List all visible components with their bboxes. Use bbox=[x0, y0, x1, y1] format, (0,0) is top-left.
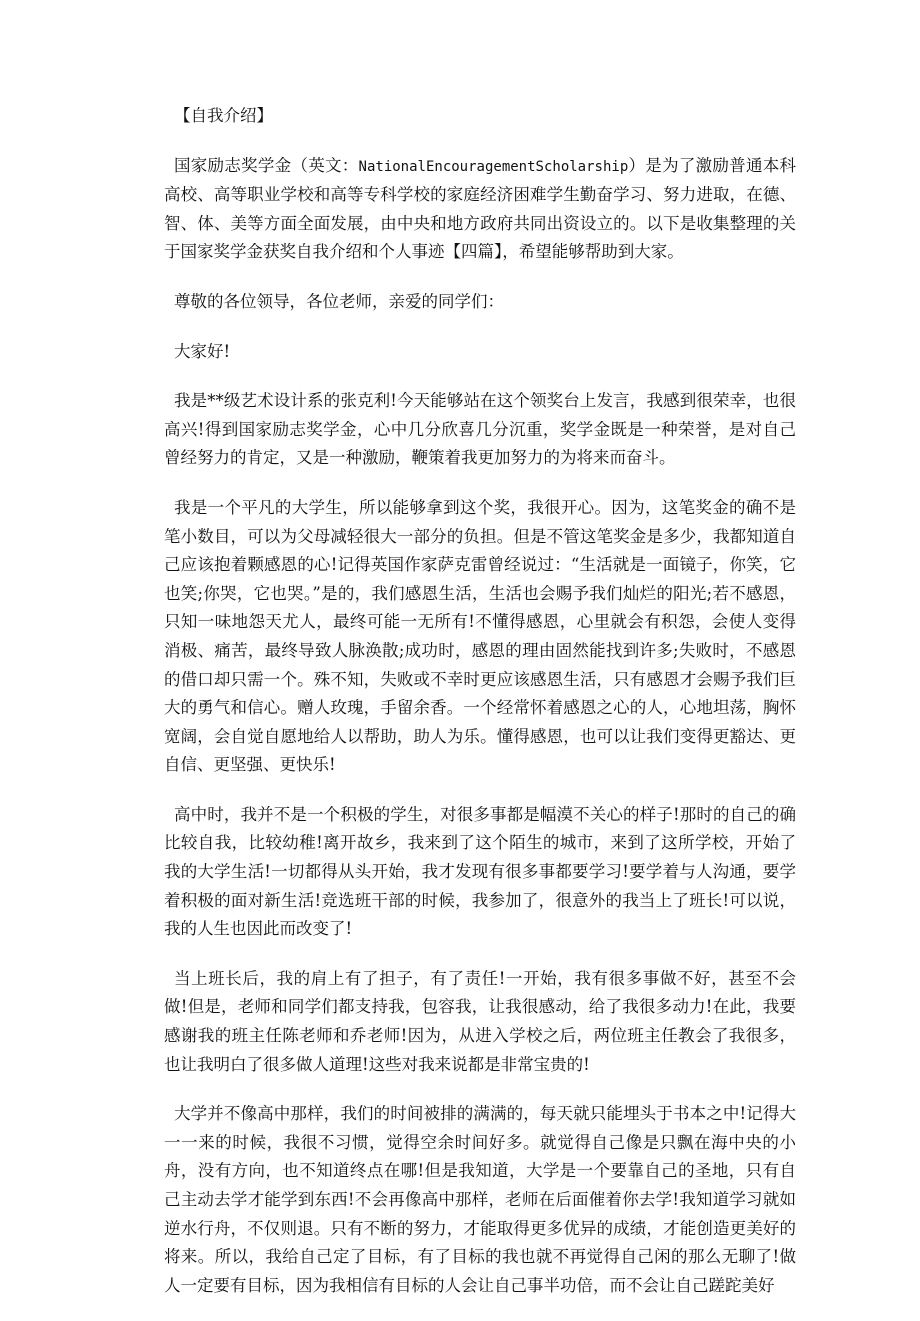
body-paragraph: 大学并不像高中那样，我们的时间被排的满满的，每天就只能埋头于书本之中!记得大一一来的时候，我很不习惯，觉得空余时间好多。就觉得自己像是只飘在海中央的小舟，没有方向，也不知道终点在哪!但是我知道，大学是一个要靠自己的圣地，只有自己主动去学才能学到东西!不会再像高中那样，老师在后面催着你去学!我知道学习就如逆水行舟，不仅则退。只有不断的努力，才能取得更多优异的成绩，才能创造更美好的将来。所以，我给自己定了目标，有了目标的我也就不再觉得自己闲的那么无聊了!做人一定要有目标，因为我相信有目标的人会让自己事半功倍，而不会让自己蹉跎美好 bbox=[164, 1104, 796, 1295]
body-paragraph: 我是一个平凡的大学生，所以能够拿到这个奖，我很开心。因为，这笔奖金的确不是笔小数目，可以为父母减轻很大一部分的负担。但是不管这笔奖金是多少，我都知道自己应该抱着颗感恩的心!记得英国作家萨克雷曾经说过：“生活就是一面镜子，你笑，它也笑;你哭，它也哭。”是的，我们感恩生活，生活也会赐予我们灿烂的阳光;若不感恩，只知一味地怨天尤人，最终可能一无所有!不懂得感恩，心里就会有积怨，会使人变得消极、痛苦，最终导致人脉涣散;成功时，感恩的理由固然能找到许多;失败时，不感恩的借口却只需一个。殊不知，失败或不幸时更应该感恩生活，只有感恩才会赐予我们巨大的勇气和信心。赠人玫瑰，手留余香。一个经常怀着感恩之心的人，心地坦荡，胸怀宽阔，会自觉自愿地给人以帮助，助人为乐。懂得感恩，也可以让我们变得更豁达、更自信、更坚强、更快乐! bbox=[164, 497, 796, 775]
intro-english-name: NationalEncouragementScholarship bbox=[358, 158, 629, 175]
document-body bbox=[164, 102, 796, 1321]
body-paragraph: 高中时，我并不是一个积极的学生，对很多事都是幅漠不关心的样子!那时的自己的确比较自我，比较幼稚!离开故乡，我来到了这个陌生的城市，来到了这所学校，开始了我的大学生活!一切都得从头开始，我才发现有很多事都要学习!要学着与人沟通，要学着积极的面对新生活!竞选班干部的时候，我参加了，很意外的我当上了班长!可以说，我的人生也因此而改变了! bbox=[164, 804, 796, 939]
intro-text-end: ）是为了激励普通本科高校、高等职业学校和高等专科学校的家庭经济困难学生勤奋学习、努力进取，在德、智、体、美等方面全面发展，由中央和地方政府共同出资设立的。以下是收集整理的关于国家奖学金获奖自我介绍和个人事迹【四篇】，希望能够帮助到大家。 bbox=[164, 155, 797, 262]
salutation-paragraph: 尊敬的各位领导，各位老师，亲爱的同学们： bbox=[174, 291, 504, 311]
body-paragraph: 我是**级艺术设计系的张克利!今天能够站在这个领奖台上发言，我感到很荣幸，也很高兴!得到国家励志奖学金，心中几分欣喜几分沉重，奖学金既是一种荣誉，是对自己曾经努力的肯定，又是一种激励，鞭策着我更加努力的为将来而奋斗。 bbox=[164, 391, 796, 468]
section-heading: 【自我介绍】 bbox=[174, 106, 273, 125]
intro-paragraph bbox=[164, 152, 796, 267]
intro-text-start: 国家励志奖学金（英文： bbox=[174, 155, 359, 175]
body-paragraph: 当上班长后，我的肩上有了担子，有了责任!一开始，我有很多事做不好，甚至不会做!但是，老师和同学们都支持我，包容我，让我很感动，给了我很多动力!在此，我要感谢我的班主任陈老师和乔老师!因为，从进入学校之后，两位班主任教会了我很多，也让我明白了很多做人道理!这些对我来说都是非常宝贵的! bbox=[164, 968, 796, 1074]
greeting-paragraph: 大家好! bbox=[174, 341, 231, 361]
